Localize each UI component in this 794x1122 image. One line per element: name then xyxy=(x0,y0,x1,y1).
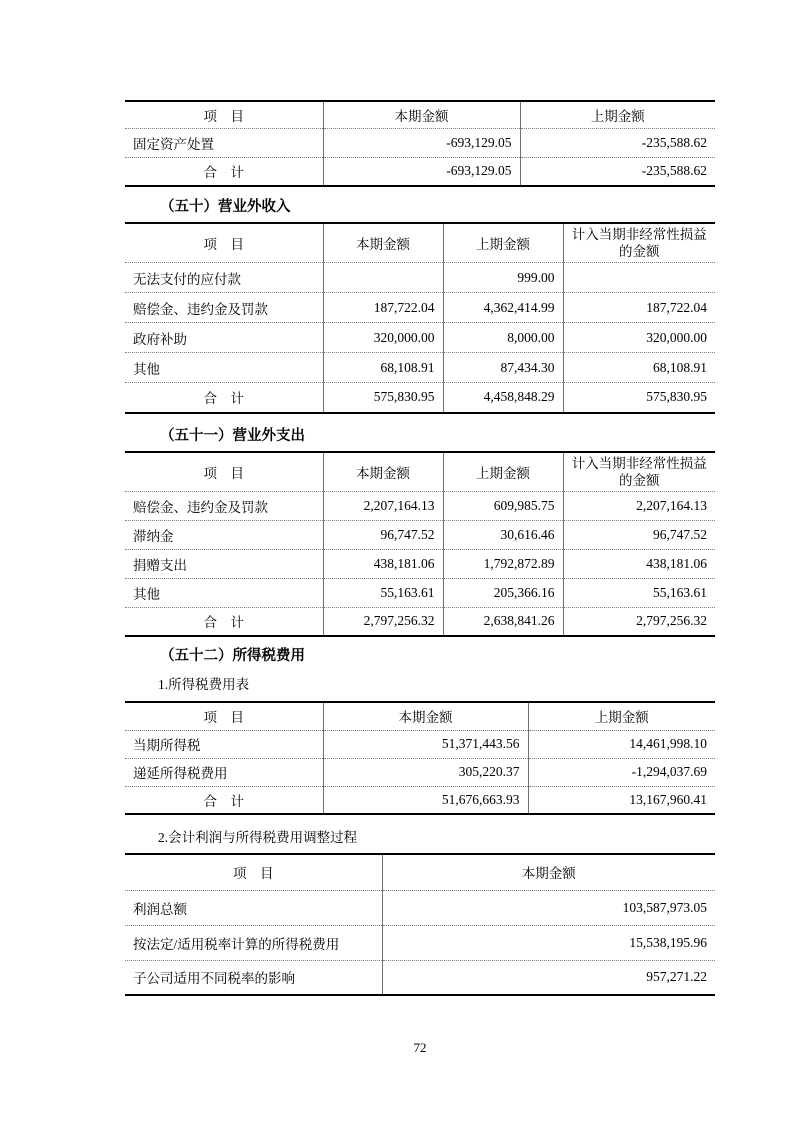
current-amount-cell: 68,108.91 xyxy=(323,353,443,383)
item-cell: 合 计 xyxy=(125,786,323,814)
current-amount-cell: 320,000.00 xyxy=(323,323,443,353)
table-row xyxy=(125,263,715,293)
current-amount-cell: 957,271.22 xyxy=(382,960,715,995)
tax-reconciliation-table xyxy=(125,853,715,996)
total-row xyxy=(125,607,715,636)
col-header-current-amount: 本期金额 xyxy=(323,223,443,263)
current-amount-cell: 51,371,443.56 xyxy=(323,730,528,758)
current-amount-cell: 2,207,164.13 xyxy=(323,491,443,520)
item-cell: 无法支付的应付款 xyxy=(125,263,323,293)
nonrecurring-amount-cell: 96,747.52 xyxy=(563,520,715,549)
prior-amount-cell: 14,461,998.10 xyxy=(528,730,715,758)
col-header-item: 项 目 xyxy=(203,465,244,481)
col-header-current-amount: 本期金额 xyxy=(323,452,443,492)
current-amount-cell: 575,830.95 xyxy=(323,383,443,413)
item-cell: 利润总额 xyxy=(125,890,382,925)
current-amount-cell: 15,538,195.96 xyxy=(382,925,715,960)
current-amount-cell: 103,587,973.05 xyxy=(382,890,715,925)
col-header-current-amount: 本期金额 xyxy=(382,854,715,890)
current-amount-cell: -693,129.05 xyxy=(323,157,520,186)
page-content xyxy=(125,0,715,996)
non-operating-income-section-title: （五十）营业外收入 xyxy=(160,199,291,215)
prior-amount-cell: 8,000.00 xyxy=(443,323,563,353)
prior-amount-cell: 205,366.16 xyxy=(443,578,563,607)
table-header-row xyxy=(125,854,715,890)
item-cell: 子公司适用不同税率的影响 xyxy=(125,960,382,995)
col-header-nonrecurring-amount: 计入当期非经常性损益的金额 xyxy=(563,452,715,492)
tax-reconciliation-subtitle: 2.会计利润与所得税费用调整过程 xyxy=(158,830,358,845)
table-row xyxy=(125,323,715,353)
table-row xyxy=(125,128,715,157)
nonrecurring-amount-cell: 2,207,164.13 xyxy=(563,491,715,520)
col-header-item: 项 目 xyxy=(203,710,244,726)
nonrecurring-amount-cell: 187,722.04 xyxy=(563,293,715,323)
col-header-item: 项 目 xyxy=(233,866,274,882)
current-amount-cell: -693,129.05 xyxy=(323,128,520,157)
table-row xyxy=(125,293,715,323)
table-row xyxy=(125,890,715,925)
nonrecurring-amount-cell: 575,830.95 xyxy=(563,383,715,413)
current-amount-cell: 96,747.52 xyxy=(323,520,443,549)
income-tax-expense-table xyxy=(125,701,715,815)
table-row xyxy=(125,730,715,758)
col-header-current-amount: 本期金额 xyxy=(323,101,520,128)
table-row xyxy=(125,578,715,607)
current-amount-cell: 2,797,256.32 xyxy=(323,607,443,636)
prior-amount-cell: 999.00 xyxy=(443,263,563,293)
table-header-row xyxy=(125,702,715,730)
item-cell: 合 计 xyxy=(125,157,323,186)
nonrecurring-amount-cell: 55,163.61 xyxy=(563,578,715,607)
income-tax-table-subtitle: 1.所得税费用表 xyxy=(158,677,250,692)
total-row xyxy=(125,157,715,186)
fixed-asset-disposal-table xyxy=(125,100,715,187)
prior-amount-cell: -1,294,037.69 xyxy=(528,758,715,786)
current-amount-cell: 305,220.37 xyxy=(323,758,528,786)
table-row xyxy=(125,758,715,786)
col-header-item: 项 目 xyxy=(203,237,244,252)
table-row xyxy=(125,960,715,995)
item-cell: 赔偿金、违约金及罚款 xyxy=(125,293,323,323)
prior-amount-cell: 609,985.75 xyxy=(443,491,563,520)
prior-amount-cell: 4,458,848.29 xyxy=(443,383,563,413)
non-operating-expense-table xyxy=(125,451,715,638)
current-amount-cell: 187,722.04 xyxy=(323,293,443,323)
item-cell: 滞纳金 xyxy=(125,520,323,549)
col-header-prior-amount: 上期金额 xyxy=(443,452,563,492)
item-cell: 按法定/适用税率计算的所得税费用 xyxy=(125,925,382,960)
nonrecurring-amount-cell: 2,797,256.32 xyxy=(563,607,715,636)
item-cell: 捐赠支出 xyxy=(125,549,323,578)
prior-amount-cell: -235,588.62 xyxy=(520,128,715,157)
item-cell: 合 计 xyxy=(125,383,323,413)
income-tax-section-title: （五十二）所得税费用 xyxy=(160,648,305,664)
table-row xyxy=(125,353,715,383)
total-row xyxy=(125,786,715,814)
table-row xyxy=(125,549,715,578)
nonrecurring-amount-cell: 68,108.91 xyxy=(563,353,715,383)
nonrecurring-amount-cell xyxy=(563,263,715,293)
prior-amount-cell: 13,167,960.41 xyxy=(528,786,715,814)
nonrecurring-amount-cell: 438,181.06 xyxy=(563,549,715,578)
item-cell: 赔偿金、违约金及罚款 xyxy=(125,491,323,520)
col-header-prior-amount: 上期金额 xyxy=(443,223,563,263)
page-number: 72 xyxy=(413,1040,427,1055)
col-header-nonrecurring-amount: 计入当期非经常性损益的金额 xyxy=(563,223,715,263)
current-amount-cell: 51,676,663.93 xyxy=(323,786,528,814)
table-header-row xyxy=(125,223,715,263)
table-header-row xyxy=(125,101,715,128)
prior-amount-cell: 30,616.46 xyxy=(443,520,563,549)
table-row xyxy=(125,491,715,520)
table-row xyxy=(125,925,715,960)
current-amount-cell xyxy=(323,263,443,293)
item-cell: 合 计 xyxy=(125,607,323,636)
col-header-prior-amount: 上期金额 xyxy=(520,101,715,128)
prior-amount-cell: 1,792,872.89 xyxy=(443,549,563,578)
prior-amount-cell: -235,588.62 xyxy=(520,157,715,186)
current-amount-cell: 55,163.61 xyxy=(323,578,443,607)
item-cell: 固定资产处置 xyxy=(125,128,323,157)
prior-amount-cell: 4,362,414.99 xyxy=(443,293,563,323)
prior-amount-cell: 87,434.30 xyxy=(443,353,563,383)
col-header-item: 项 目 xyxy=(203,108,244,124)
col-header-prior-amount: 上期金额 xyxy=(528,702,715,730)
col-header-current-amount: 本期金额 xyxy=(323,702,528,730)
non-operating-expense-section-title: （五十一）营业外支出 xyxy=(160,427,305,444)
current-amount-cell: 438,181.06 xyxy=(323,549,443,578)
item-cell: 其他 xyxy=(125,578,323,607)
item-cell: 政府补助 xyxy=(125,323,323,353)
total-row xyxy=(125,383,715,413)
item-cell: 递延所得税费用 xyxy=(125,758,323,786)
item-cell: 其他 xyxy=(125,353,323,383)
item-cell: 当期所得税 xyxy=(125,730,323,758)
table-header-row xyxy=(125,452,715,492)
prior-amount-cell: 2,638,841.26 xyxy=(443,607,563,636)
nonrecurring-amount-cell: 320,000.00 xyxy=(563,323,715,353)
table-row xyxy=(125,520,715,549)
non-operating-income-table xyxy=(125,222,715,414)
